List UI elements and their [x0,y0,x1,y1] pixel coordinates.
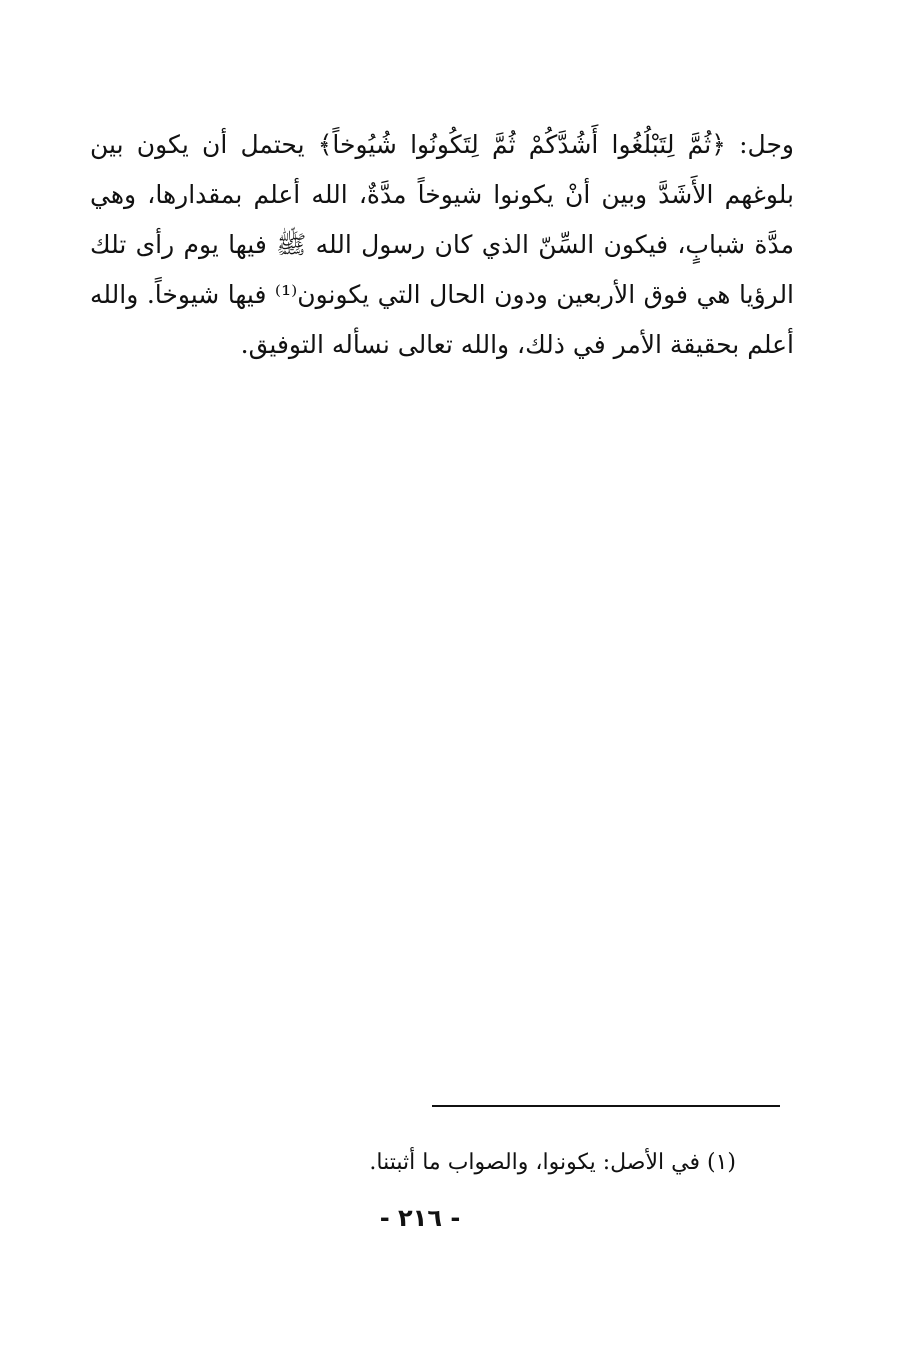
main-paragraph [90,120,794,370]
page-number: - ٢١٦ - [379,1204,461,1232]
footnote-divider [432,1105,780,1107]
paragraph-line-3: مدَّة شبابٍ، فيكون السِّنّ الذي كان رسول الله ﷺ فيها يوم رأى تلك [90,230,794,259]
paragraph-line-5: أعلم بحقيقة الأمر في ذلك، والله تعالى نسأله التوفيق. [240,330,794,359]
paragraph-line-4: الرؤيا هي فوق الأربعين ودون الحال التي يكونون⁽¹⁾ فيها شيوخاً. والله [90,280,795,309]
footnote: (١) في الأصل: يكونوا، والصواب ما أثبتنا. [369,1150,736,1175]
paragraph-line-2: بلوغهم الأَشَدَّ وبين أنْ يكونوا شيوخاً مدَّةٌ، الله أعلم بمقدارها، وهي [90,180,794,209]
paragraph-line-1: وجل: ﴿ثُمَّ لِتَبْلُغُوا أَشُدَّكُمْ ثُمَّ لِتَكُونُوا شُيُوخاً﴾ يحتمل أن يكون بين [90,130,794,159]
